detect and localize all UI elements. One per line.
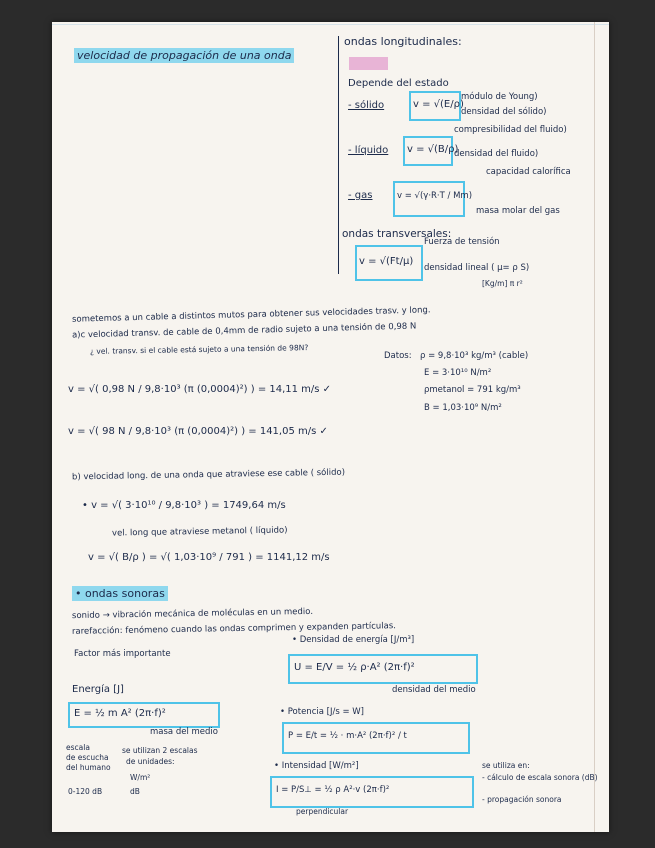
solid-label: - sólido	[348, 100, 385, 111]
calc-longitudinal-liquid: v = √( B/ρ ) = √( 1,03·10⁹ / 791 ) = 1141,12 m/s	[88, 552, 330, 563]
scale-4: se utilizan 2 escalas	[122, 746, 198, 755]
data-bulk: B = 1,03·10⁹ N/m²	[424, 403, 502, 413]
intensity-label: • Intensidad [W/m²]	[274, 761, 359, 771]
gas-formula: v = √(γ·R·T / Mm)	[397, 191, 473, 201]
intensity-subscript: perpendicular	[296, 807, 349, 816]
page-title: velocidad de propagación de una onda	[74, 50, 294, 62]
scale-7: dB	[130, 787, 140, 796]
gas-note-molar: masa molar del gas	[476, 206, 560, 216]
uses-1: se utiliza en:	[482, 761, 530, 770]
sound-rarefaction: rarefacción: fenómeno cuando las ondas comprimen y expanden partículas.	[71, 621, 397, 637]
transverse-note-density: densidad lineal ( μ= ρ S)	[424, 263, 530, 273]
problem-statement: sometemos a un cable a distintos mutos para obtener sus velocidades trasv. y long.	[71, 305, 431, 325]
liquid-note-compress: compresibilidad del fluido)	[454, 125, 567, 135]
power-label: • Potencia [J/s = W]	[280, 707, 364, 717]
data-methanol: ρmetanol = 791 kg/m³	[424, 385, 521, 395]
transverse-note-units: [Kg/m] π r²	[482, 279, 523, 288]
liquid-formula: v = √(B/ρ)	[407, 144, 459, 155]
longitudinal-heading: ondas longitudinales:	[344, 35, 462, 48]
data-label: Datos:	[384, 351, 412, 361]
intensity-formula: I = P/S⊥ = ½ ρ A²·v (2π·f)²	[276, 785, 390, 795]
page-margin	[594, 22, 595, 832]
energy-formula: E = ½ m A² (2π·f)²	[74, 708, 166, 719]
scale-1: escala	[66, 743, 90, 752]
sound-definition: sonido → vibración mecánica de moléculas en un medio.	[71, 606, 314, 622]
transverse-heading: ondas transversales:	[342, 228, 452, 240]
column-divider	[338, 36, 339, 274]
scale-5: de unidades:	[126, 757, 175, 766]
energy-density-label: • Densidad de energía [J/m³]	[292, 635, 415, 645]
scale-3: del humano	[66, 763, 111, 772]
energy-note: masa del medio	[150, 727, 218, 737]
uses-3: - propagación sonora	[482, 795, 562, 804]
sound-factor: Factor más importante	[74, 649, 171, 659]
page-rule	[52, 24, 609, 25]
liquid-label: - líquido	[348, 145, 389, 156]
pink-scribble	[349, 58, 388, 69]
uses-2: - cálculo de escala sonora (dB)	[482, 773, 598, 782]
problem-part-b: b) velocidad long. de una onda que atraviese ese cable ( sólido)	[71, 467, 346, 483]
problem-part-a2: ¿ vel. transv. si el cable está sujeto a una tensión de 98N?	[89, 343, 309, 356]
problem-part-a: a)c velocidad transv. de cable de 0,4mm de radio sujeto a una tensión de 0,98 N	[71, 321, 417, 341]
scale-6: W/m²	[130, 773, 151, 782]
notebook-page	[52, 22, 609, 832]
power-formula: P = E/t = ½ · m·A² (2π·f)² / t	[288, 731, 407, 741]
energy-label: Energía [J]	[72, 684, 124, 695]
data-density: ρ = 9,8·10³ kg/m³ (cable)	[420, 351, 529, 361]
scale-8: 0-120 dB	[68, 787, 103, 796]
solid-formula: v = √(E/ρ)	[413, 99, 464, 110]
problem-part-b2: vel. long que atraviese metanol ( líquido)	[111, 525, 288, 539]
transverse-note-tension: Fuerza de tensión	[424, 237, 500, 247]
gas-note-heat: capacidad calorífica	[486, 167, 571, 177]
transverse-formula: v = √(Ft/μ)	[359, 256, 414, 267]
gas-label: - gas	[348, 190, 373, 201]
scale-2: de escucha	[66, 753, 109, 762]
liquid-note-density: densidad del fluido)	[454, 149, 539, 159]
solid-note-density: densidad del sólido)	[461, 107, 547, 117]
state-subheading: Depende del estado	[348, 78, 449, 89]
sound-heading: • ondas sonoras	[72, 588, 168, 600]
calc-transverse-1: v = √( 0,98 N / 9,8·10³ (π (0,0004)²) ) = 14,11 m/s ✓	[68, 384, 332, 395]
energy-density-note: densidad del medio	[392, 685, 476, 695]
calc-transverse-2: v = √( 98 N / 9,8·10³ (π (0,0004)²) ) = 141,05 m/s ✓	[68, 426, 328, 437]
energy-density-formula: U = E/V = ½ ρ·A² (2π·f)²	[294, 662, 415, 673]
solid-note-young: módulo de Young)	[461, 92, 538, 102]
calc-longitudinal-solid: • v = √( 3·10¹⁰ / 9,8·10³ ) = 1749,64 m/s	[82, 500, 286, 511]
data-young: E = 3·10¹⁰ N/m²	[424, 368, 492, 378]
